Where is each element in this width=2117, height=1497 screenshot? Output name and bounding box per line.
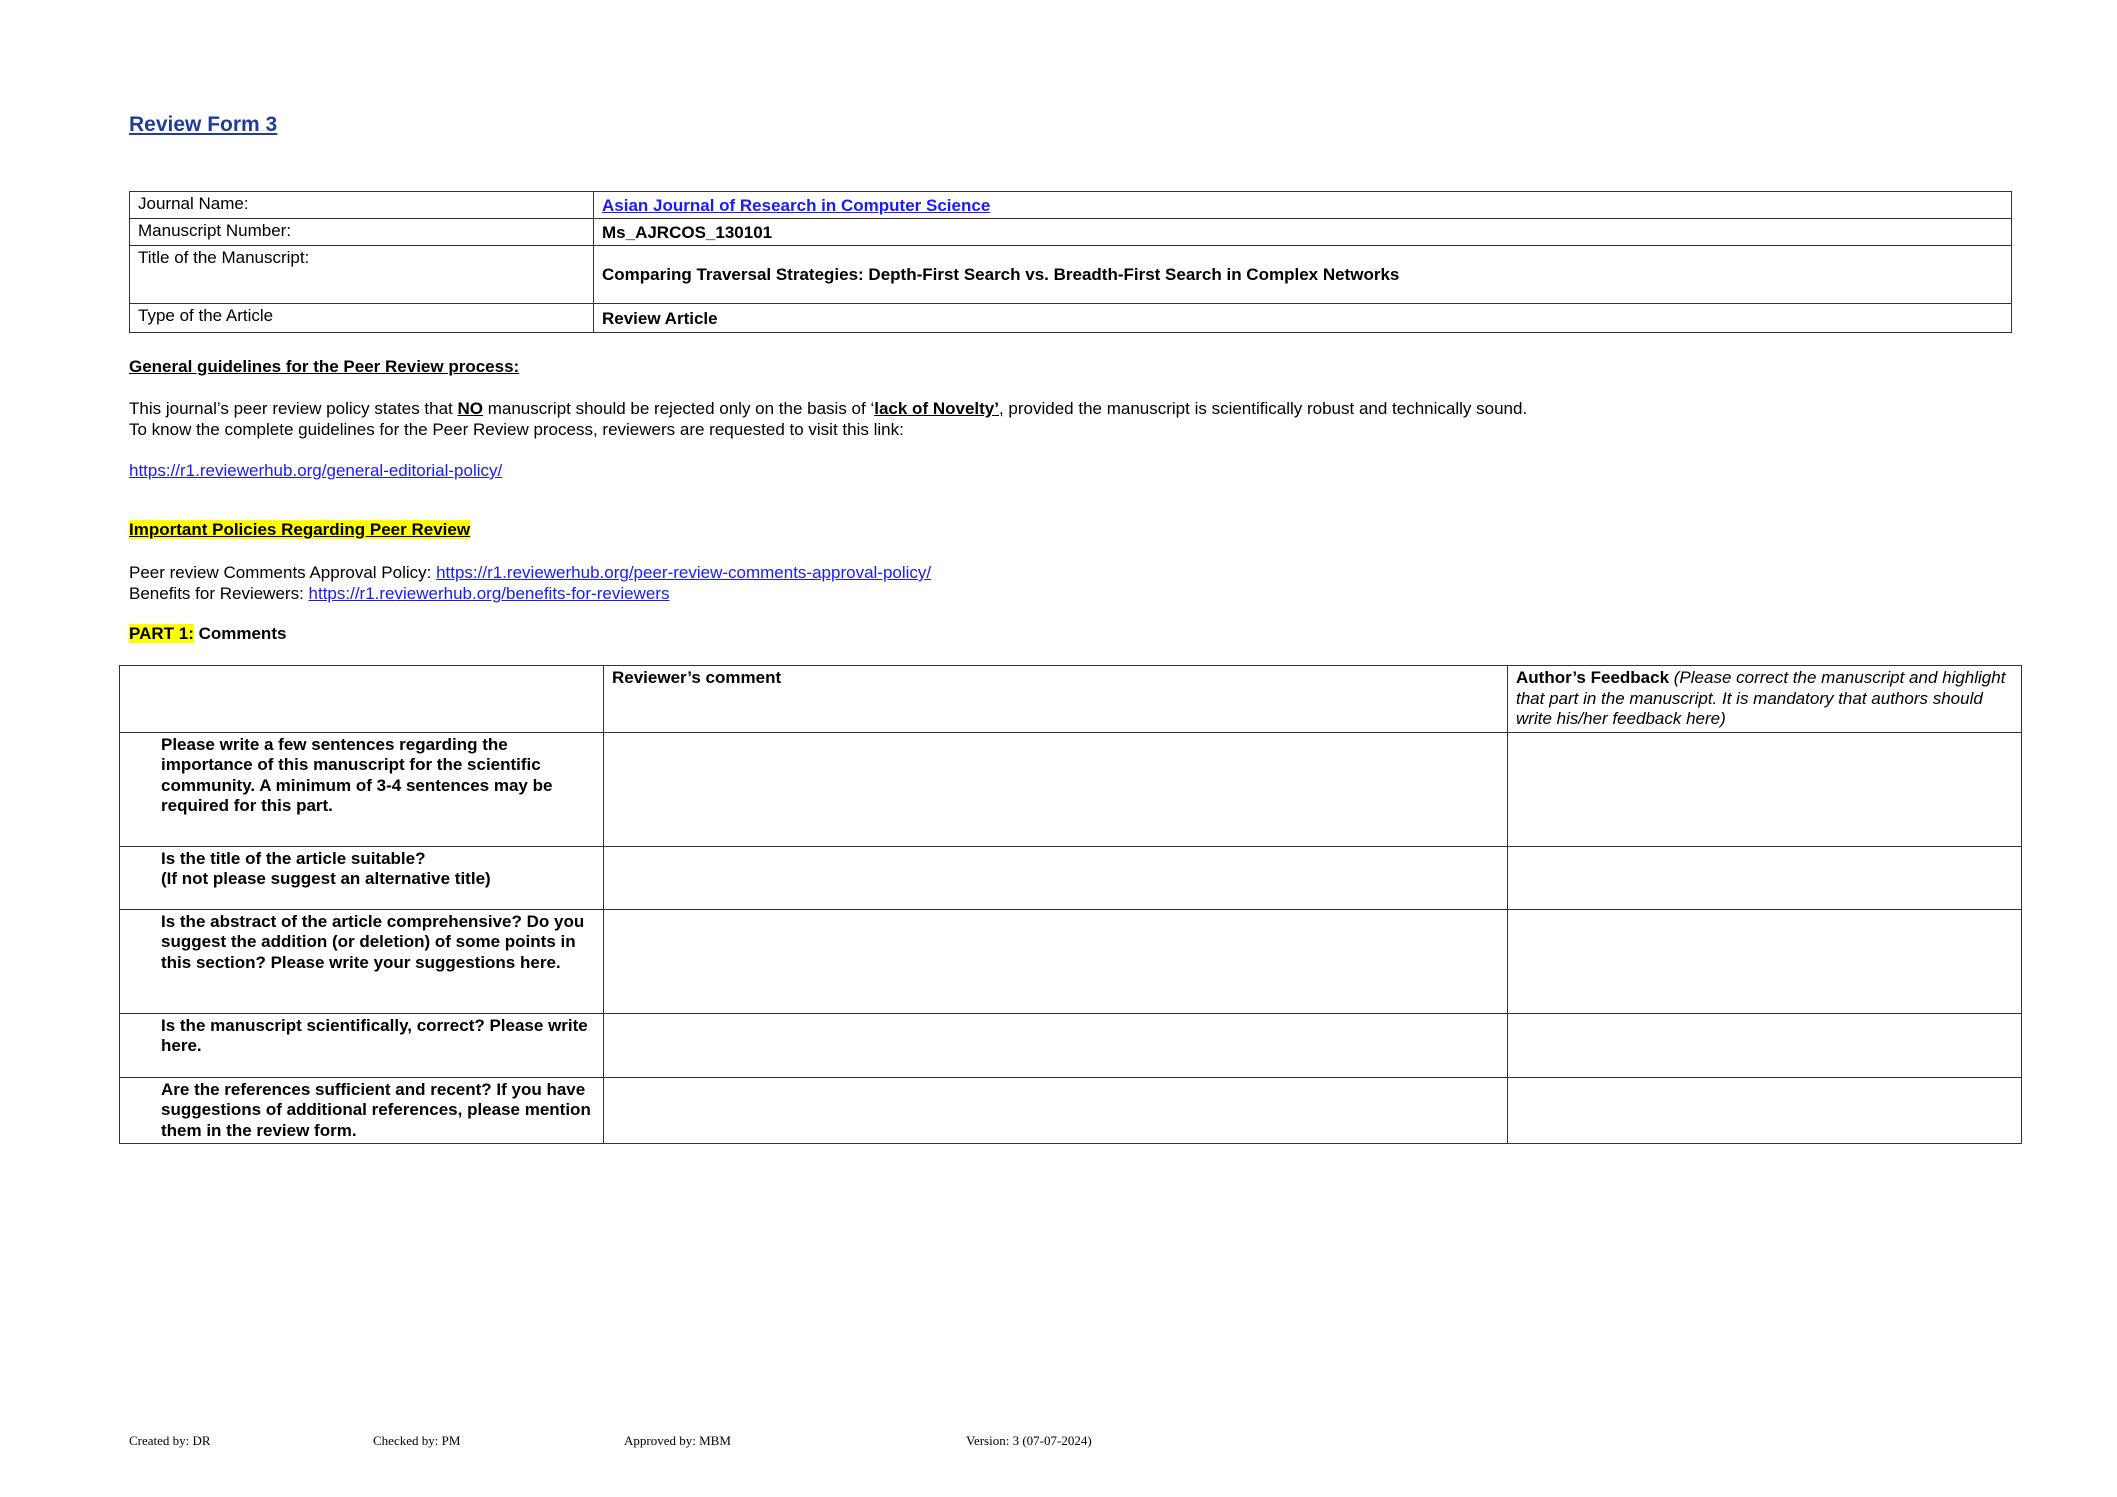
question-abstract: Is the abstract of the article comprehensive? Do you suggest the addition (or deletion) of some points in this section? Please write your suggestions here.	[120, 909, 604, 1013]
manuscript-number-label: Manuscript Number:	[130, 219, 594, 246]
part1-title: Comments	[193, 624, 287, 643]
benefits-label: Benefits for Reviewers:	[129, 584, 309, 603]
manuscript-number-value: Ms_AJRCOS_130101	[594, 219, 2012, 246]
manuscript-title-label: Title of the Manuscript:	[130, 246, 594, 304]
form-title-link[interactable]: Review Form 3	[129, 113, 278, 136]
benefits-line	[129, 583, 931, 604]
footer-version: Version: 3 (07-07-2024)	[966, 1433, 1092, 1448]
important-policies-heading-text: Important Policies Regarding Peer Review	[129, 520, 471, 539]
author-feedback-header-note: (Please correct the manuscript and highlight that part in the manuscript. It is mandatory that authors should write his/her feedback here)	[1516, 668, 2006, 728]
footer-approved-by: Approved by: MBM	[624, 1433, 731, 1448]
important-policies-heading	[129, 520, 470, 540]
reviewer-comment-cell[interactable]	[604, 732, 1508, 846]
article-type-value: Review Article	[594, 304, 2012, 333]
manuscript-info-table	[129, 191, 2012, 333]
comments-table	[119, 665, 2022, 1144]
comments-header-row	[120, 666, 2022, 733]
manuscript-title-value: Comparing Traversal Strategies: Depth-First Search vs. Breadth-First Search in Complex Networks	[594, 246, 2012, 304]
approval-policy-line	[129, 562, 931, 583]
benefits-link[interactable]: https://r1.reviewerhub.org/benefits-for-reviewers	[308, 584, 670, 603]
policies-links-block	[129, 562, 931, 604]
footer-created-by: Created by: DR	[129, 1433, 211, 1448]
reviewer-comment-cell[interactable]	[604, 846, 1508, 909]
author-feedback-cell[interactable]	[1508, 732, 2022, 846]
part1-label: PART 1:	[129, 624, 194, 643]
general-editorial-policy-link[interactable]: https://r1.reviewerhub.org/general-editorial-policy/	[129, 461, 503, 480]
author-feedback-cell[interactable]	[1508, 909, 2022, 1013]
reviewer-comment-cell[interactable]	[604, 1077, 1508, 1144]
article-type-label: Type of the Article	[130, 304, 594, 333]
guidelines-text-pre: This journal’s peer review policy states that	[129, 399, 458, 418]
guidelines-heading: General guidelines for the Peer Review process:	[129, 357, 520, 376]
author-feedback-cell[interactable]	[1508, 1077, 2022, 1144]
guidelines-text-mid: manuscript should be rejected only on the basis of ‘	[483, 399, 875, 418]
author-feedback-cell[interactable]	[1508, 846, 2022, 909]
reviewer-comment-cell[interactable]	[604, 1013, 1508, 1077]
journal-name-link[interactable]: Asian Journal of Research in Computer Science	[602, 196, 991, 215]
question-title-suitable: Is the title of the article suitable? (If not please suggest an alternative title)	[120, 846, 604, 909]
question-importance: Please write a few sentences regarding the importance of this manuscript for the scientific community. A minimum of 3-4 sentences may be required for this part.	[120, 732, 604, 846]
reviewer-comment-header: Reviewer’s comment	[604, 666, 1508, 733]
info-row-article-type	[130, 304, 2012, 333]
author-feedback-header	[1508, 666, 2022, 733]
approval-policy-label: Peer review Comments Approval Policy:	[129, 563, 437, 582]
guidelines-no-emphasis: NO	[457, 399, 484, 418]
journal-name-value	[594, 192, 2012, 219]
question-row	[120, 846, 2022, 909]
journal-name-label: Journal Name:	[130, 192, 594, 219]
part1-heading	[129, 624, 286, 644]
question-row	[120, 1013, 2022, 1077]
info-row-manuscript-number	[130, 219, 2012, 246]
footer-checked-by: Checked by: PM	[373, 1433, 461, 1448]
question-row	[120, 1077, 2022, 1144]
author-feedback-header-title: Author’s Feedback	[1516, 668, 1670, 687]
approval-policy-link[interactable]: https://r1.reviewerhub.org/peer-review-comments-approval-policy/	[436, 563, 932, 582]
question-scientific-correctness: Is the manuscript scientifically, correct? Please write here.	[120, 1013, 604, 1077]
header-empty-cell	[120, 666, 604, 733]
guidelines-novelty-emphasis: lack of Novelty’	[874, 399, 999, 418]
author-feedback-cell[interactable]	[1508, 1013, 2022, 1077]
question-row	[120, 732, 2022, 846]
question-row	[120, 909, 2022, 1013]
question-references: Are the references sufficient and recent? If you have suggestions of additional references, please mention them in the review form.	[120, 1077, 604, 1144]
guidelines-paragraph	[129, 398, 2009, 440]
info-row-title	[130, 246, 2012, 304]
guidelines-line-1	[129, 398, 2009, 419]
info-row-journal	[130, 192, 2012, 219]
reviewer-comment-cell[interactable]	[604, 909, 1508, 1013]
guidelines-line-2: To know the complete guidelines for the Peer Review process, reviewers are requested to visit this link:	[129, 420, 904, 439]
guidelines-text-post: , provided the manuscript is scientifically robust and technically sound.	[998, 399, 1528, 418]
